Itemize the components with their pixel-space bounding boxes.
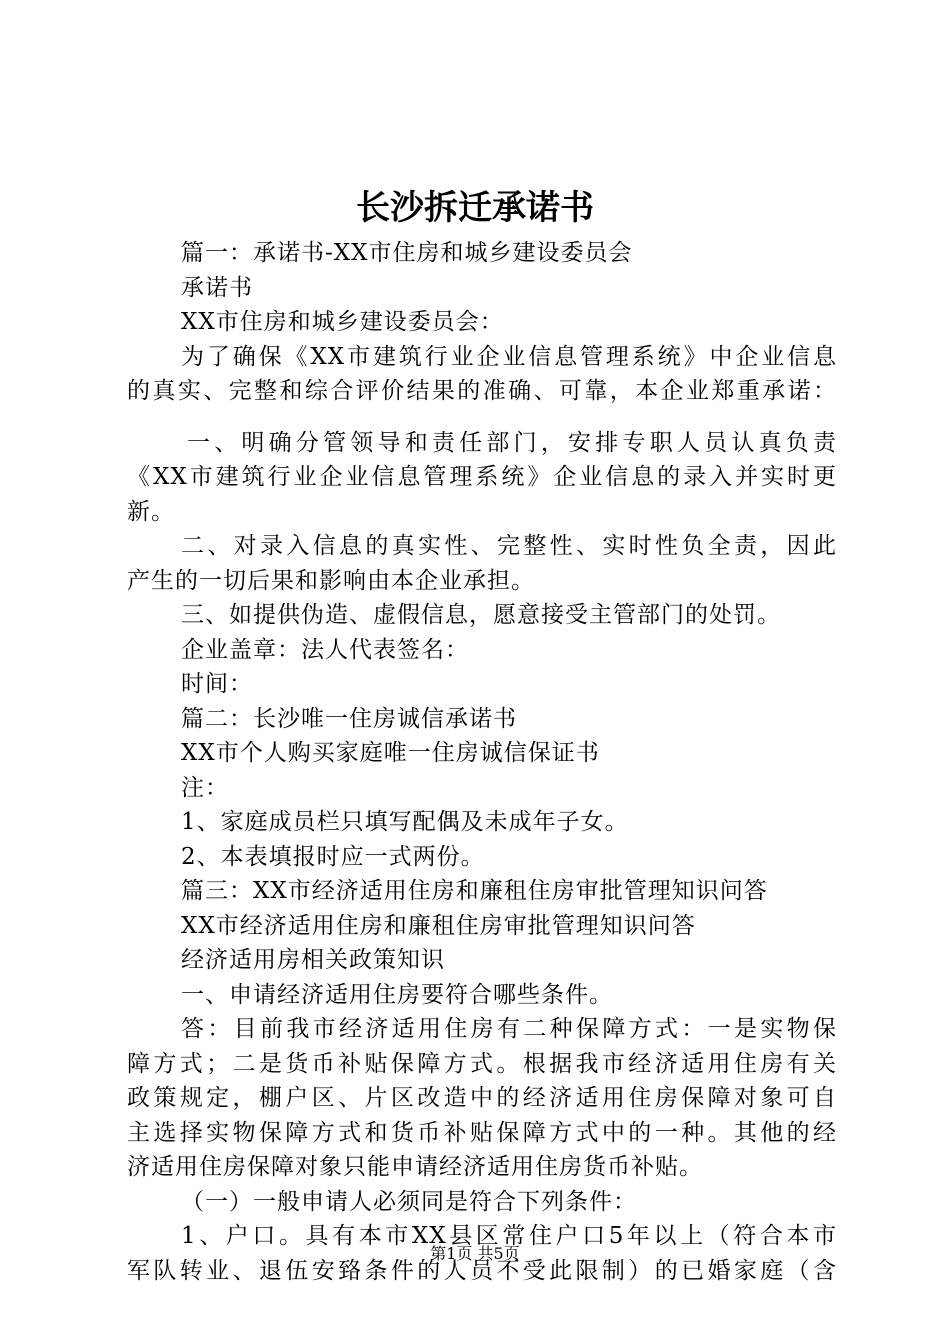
paragraph-line: 为了确保《XX市建筑行业企业信息管理系统》中企业信息 [181,343,837,370]
paragraph-line: 2、本表填报时应一式两份。 [181,843,485,870]
paragraph-line: 军队转业、退伍安臵条件的人员不受此限制）的已婚家庭（含 [127,1257,837,1284]
paragraph-line: （一）一般申请人必须同是符合下列条件： [181,1188,637,1215]
paragraph-line: 三、如提供伪造、虚假信息，愿意接受主管部门的处罚。 [181,602,781,628]
paragraph-line: 主选择实物保障方式和货币补贴保障方式中的一种。其他的经 [127,1119,837,1146]
paragraph-line: 承诺书 [181,274,253,301]
blank-line [127,409,837,426]
paragraph-line: XX市个人购买家庭唯一住房诚信保证书 [181,740,600,766]
paragraph-line: 企业盖章：法人代表签名： [181,636,469,663]
paragraph-line: 1、家庭成员栏只填写配偶及未成年子女。 [181,809,629,835]
paragraph-line: XX市经济适用住房和廉租住房审批管理知识问答 [181,912,696,939]
paragraph-line: 济适用住房保障对象只能申请经济适用住房货币补贴。 [127,1154,703,1180]
paragraph-line: 二、对录入信息的真实性、完整性、实时性负全责，因此 [181,533,837,559]
document-body [127,236,837,1288]
paragraph-line: 一、申请经济适用住房要符合哪些条件。 [181,981,613,1008]
paragraph-line: 答：目前我市经济适用住房有二种保障方式：一是实物保 [181,1016,837,1042]
paragraph-line: XX市住房和城乡建设委员会： [181,309,504,335]
paragraph-line: 时间： [181,671,253,697]
paragraph-line: 政策规定，棚户区、片区改造中的经济适用住房保障对象可自 [127,1085,837,1111]
paragraph-line: 注： [181,774,229,801]
paragraph-line: 一、明确分管领导和责任部门，安排专职人员认真负责 [187,429,837,456]
paragraph-line: 产生的一切后果和影响由本企业承担。 [127,567,535,594]
section-heading-2: 篇二：长沙唯一住房诚信承诺书 [181,705,517,732]
document-title: 长沙拆迁承诺书 [356,188,594,228]
paragraph-line: 《XX市建筑行业企业信息管理系统》企业信息的录入并实时更 [127,464,837,490]
section-heading-1: 篇一：承诺书-XX市住房和城乡建设委员会 [181,240,633,266]
page-number-footer: 第1页 共5页 [430,1244,520,1263]
paragraph-line: 障方式；二是货币补贴保障方式。根据我市经济适用住房有关 [127,1050,837,1077]
section-heading-3: 篇三：XX市经济适用住房和廉租住房审批管理知识问答 [181,878,768,904]
paragraph-line: 的真实、完整和综合评价结果的准确、可靠，本企业郑重承诺： [127,378,837,404]
paragraph-line: 新。 [127,498,175,525]
paragraph-line: 1、户口。具有本市XX县区常住户口5年以上（符合本市 [181,1223,837,1249]
paragraph-line: 经济适用房相关政策知识 [181,947,445,973]
